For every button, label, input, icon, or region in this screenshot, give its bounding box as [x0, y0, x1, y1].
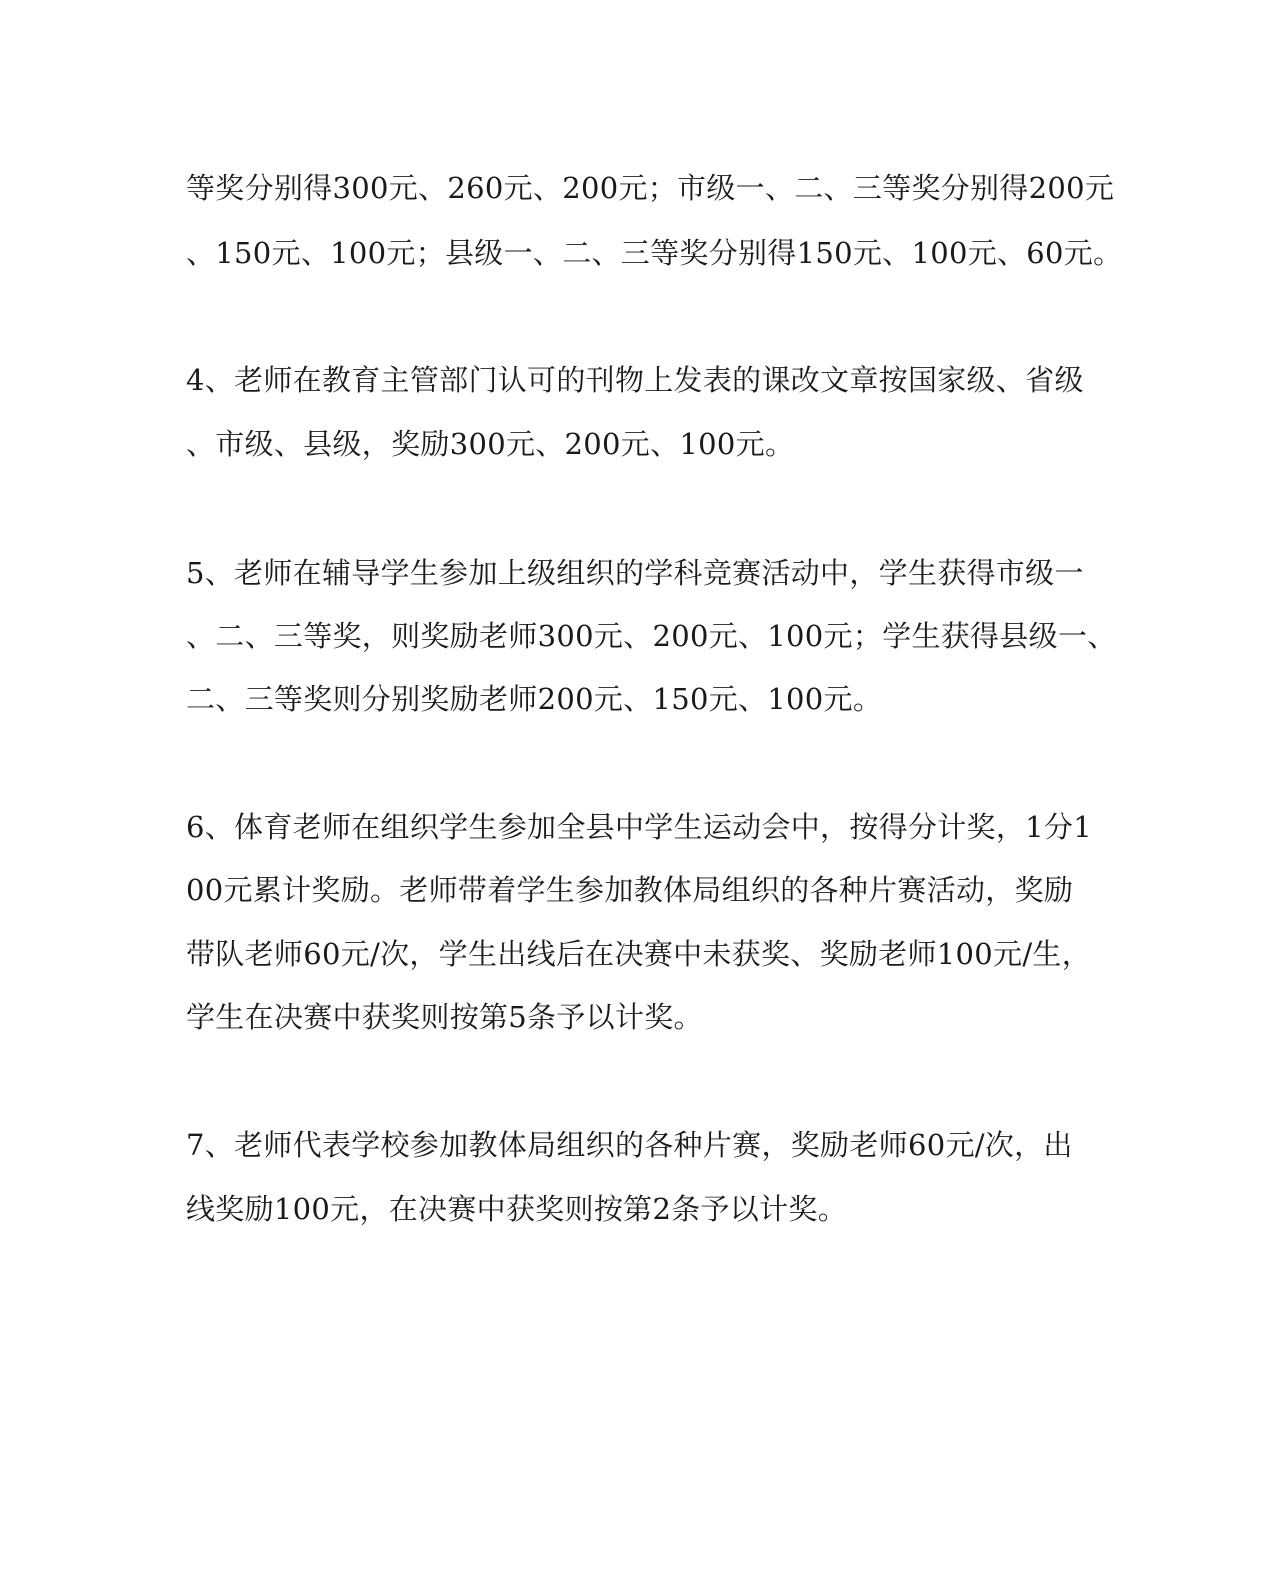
text-line: 00元累计奖励。老师带着学生参加教体局组织的各种片赛活动，奖励 — [186, 873, 1074, 907]
text-line: 5、老师在辅导学生参加上级组织的学科竞赛活动中，学生获得市级一 — [186, 556, 1084, 590]
text-line: 线奖励100元，在决赛中获奖则按第2条予以计奖。 — [186, 1192, 848, 1226]
text-line: 、市级、县级，奖励300元、200元、100元。 — [186, 427, 795, 461]
text-line: 带队老师60元/次，学生出线后在决赛中未获奖、奖励老师100元/生， — [186, 937, 1091, 971]
text-line: 7、老师代表学校参加教体局组织的各种片赛，奖励老师60元/次，出 — [186, 1128, 1073, 1162]
text-line: 等奖分别得300元、260元、200元；市级一、二、三等奖分别得200元 — [186, 171, 1115, 205]
text-line: 6、体育老师在组织学生参加全县中学生运动会中，按得分计奖，1分1 — [186, 810, 1092, 844]
text-line: 学生在决赛中获奖则按第5条予以计奖。 — [186, 1000, 703, 1034]
text-line: 二、三等奖则分别奖励老师200元、150元、100元。 — [186, 682, 883, 716]
text-line: 4、老师在教育主管部门认可的刊物上发表的课改文章按国家级、省级 — [186, 363, 1084, 397]
text-line: 、150元、100元；县级一、二、三等奖分别得150元、100元、60元。 — [186, 236, 1123, 270]
text-line: 、二、三等奖，则奖励老师300元、200元、100元；学生获得县级一、 — [186, 619, 1117, 653]
